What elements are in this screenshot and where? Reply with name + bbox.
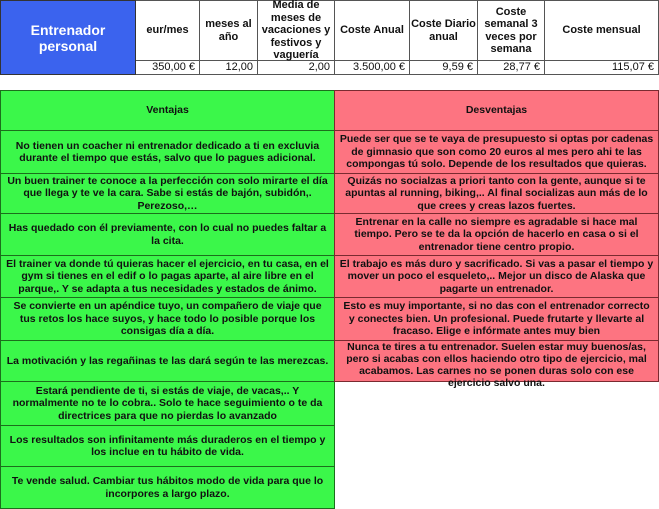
cost-header-cell: meses al año bbox=[200, 0, 258, 61]
pro-item: El trainer va donde tú quieras hacer el ejercicio, en tu casa, en el gym si tienes en el edif o lo pagas aparte, al aire libre en el parque,. Y se adapta a tus necesidades y estados de ánimo. bbox=[0, 255, 335, 298]
cost-header-cell: Coste mensual bbox=[545, 0, 659, 61]
cost-value-cell: 28,77 € bbox=[478, 61, 545, 75]
title-cell: Entrenador personal bbox=[0, 0, 136, 75]
cost-header-cell: Coste semanal 3 veces por semana bbox=[478, 0, 545, 61]
pro-item: La motivación y las regañinas te las dará según te las merezcas. bbox=[0, 340, 335, 382]
cost-value-cell: 2,00 bbox=[258, 61, 335, 75]
con-item: Esto es muy importante, si no das con el entrenador correcto y conectes bien. Un profesional. Puede frutarte y llevarte al fracaso. Elige e infórmate antes muy bien bbox=[334, 297, 659, 341]
cost-header-cell: Coste Anual bbox=[335, 0, 410, 61]
con-item: El trabajo es más duro y sacrificado. Si vas a pasar el tiempo y mover un poco el esqueleto,.. Mejor un disco de Alaska que pagarte un entrenador. bbox=[334, 255, 659, 298]
cost-value-cell: 3.500,00 € bbox=[335, 61, 410, 75]
cost-value-cell: 115,07 € bbox=[545, 61, 659, 75]
pro-item: Has quedado con él previamente, con lo cual no puedes faltar a la cita. bbox=[0, 213, 335, 256]
con-item: Entrenar en la calle no siempre es agradable si hace mal tiempo. Pero se te da la opción de hacerlo en casa o si el entrenador tiene centro propio. bbox=[334, 213, 659, 256]
pro-item: Un buen trainer te conoce a la perfección con solo mirarte el día que llega y te ve la cara. Sabe si estás de bajón, subidón,. Perezoso,… bbox=[0, 173, 335, 214]
cost-header-cell: eur/mes bbox=[136, 0, 200, 61]
cost-value-cell: 9,59 € bbox=[410, 61, 478, 75]
cost-header-cell: Media de meses de vacaciones y festivos y vaguería bbox=[258, 0, 335, 61]
cons-header: Desventajas bbox=[334, 90, 659, 131]
pro-item: Se convierte en un apéndice tuyo, un compañero de viaje que tus retos los hace suyos, y hace todo lo posible porque los consigas día a día. bbox=[0, 297, 335, 341]
cost-value-cell: 350,00 € bbox=[136, 61, 200, 75]
cost-header-cell: Coste Diario anual bbox=[410, 0, 478, 61]
con-item: Puede ser que se te vaya de presupuesto si optas por cadenas de gimnasio que son como 20 euros al mes pero ahi te las compongas tú solo. Depende de los resultados que quieras. bbox=[334, 130, 659, 174]
pro-item: No tienen un coacher ni entrenador dedicado a ti en excluvia durante el tiempo que estás, salvo que lo pagues adicional. bbox=[0, 130, 335, 174]
pro-item: Los resultados son infinitamente más duraderos en el tiempo y los inclue en tu hábito de vida. bbox=[0, 425, 335, 467]
pro-item: Estará pendiente de ti, si estás de viaje, de vacas,.. Y normalmente no te lo cobra.. Solo te hace seguimiento o te da directrices para que no pierdas lo avanzado bbox=[0, 381, 335, 426]
cost-value-cell: 12,00 bbox=[200, 61, 258, 75]
con-item: Quizás no socialzas a priori tanto con la gente, aunque si te apuntas al running, biking,.. Al final socializas aun más de lo que crees y creas lazos fuertes. bbox=[334, 173, 659, 214]
con-item: Nunca te tires a tu entrenador. Suelen estar muy buenos/as, pero si acabas con ellos haciendo otro tipo de ejercicio, mal acabamos. Las carnes no se ponen duras solo con ese ejercicio salvo una. bbox=[334, 340, 659, 382]
pros-header: Ventajas bbox=[0, 90, 335, 131]
pro-item: Te vende salud. Cambiar tus hábitos modo de vida para que lo incorpores a largo plazo. bbox=[0, 466, 335, 509]
